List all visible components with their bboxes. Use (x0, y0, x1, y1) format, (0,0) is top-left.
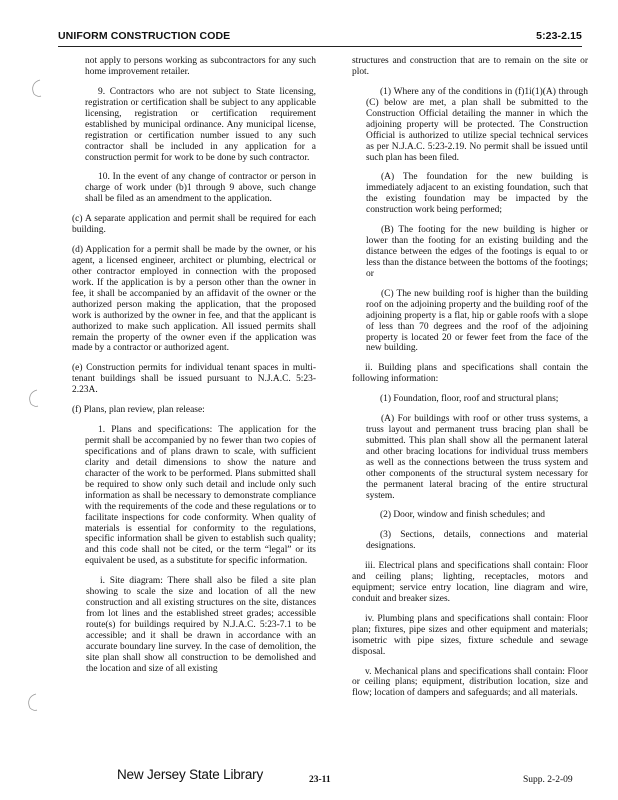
paragraph-f1i1b-footing: (B) The footing for the new building is higher or lower than the footing for an existing building and the distance between the edges of the footings is equal to or less than the distance between the bottoms of the footings; or (366, 225, 588, 279)
paragraph-f1ii1-foundation-plans: (1) Foundation, floor, roof and structural plans; (380, 394, 559, 405)
header-section-number: 5:23-2.15 (536, 30, 582, 42)
punch-hole-mark (28, 78, 44, 98)
paragraph-f1i1c-roof: (C) The new building roof is higher than the building roof on the adjoining property and the building roof of the adjoining property is a flat, hip or gable roofs with a slope of less than 70 degrees and the roof of the adjoining property is located 20 or fewer feet from the face of the new building. (366, 288, 588, 354)
paragraph-f1i1-adjoining-property: (1) Where any of the conditions in (f)1i(1)(A) through (C) below are met, a plan shall be submitted to the Construction Official detailing the manner in which the adjoining property will be protected. The Construction Official is authorized to utilize special technical services as per N.J.A.C. 5:23-2.19. No permit shall be issued until such plan has been filed. (366, 86, 588, 163)
paragraph-d-application: (d) Application for a permit shall be made by the owner, or his agent, a licensed engineer, architect or plumbing, electrical or other contractor employed in connection with the proposed work. If the application is by a person other than the owner in fee, it shall be accompanied by an affidavit of the owner or the authorized person making the application, that the proposed work is authorized by the owner in fee, and that the applicant is authorized to make such application. All issued permits shall remain the property of the owner even if the application was made by a contractor or authorized agent. (72, 244, 316, 354)
header-rule (58, 46, 582, 47)
paragraph-f1ii3-sections: (3) Sections, details, connections and material designations. (366, 530, 588, 552)
paragraph-f-plans-heading: (f) Plans, plan review, plan release: (72, 405, 205, 416)
paragraph-b10-change-of-contractor: 10. In the event of any change of contractor or person in charge of work under (b)1 through 9 above, such change shall be filed as an amendment to the application. (85, 172, 316, 205)
page-number: 23-11 (309, 775, 331, 785)
punch-hole-mark (24, 692, 40, 712)
paragraph-continuation-right: structures and construction that are to remain on the site or plot. (352, 56, 588, 77)
right-text-column (352, 56, 588, 708)
running-header (58, 28, 582, 44)
supplement-date: Supp. 2-2-09 (523, 775, 573, 785)
paragraph-f1i-site-diagram: i. Site diagram: There shall also be filed a site plan showing to scale the size and location of all the new construction and all existing structures on the site, distances from lot lines and the established street grades; accessible route(s) for buildings required by N.J.A.C. 5:23-7.1 to be accessible; and it shall be drawn in accordance with an accurate boundary line survey. In the case of demolition, the site plan shall show all construction to be demolished and the location and size of all existing (86, 576, 316, 674)
paragraph-f1ii-building-plans: ii. Building plans and specifications shall contain the following information: (352, 363, 588, 385)
paragraph-f1iii-electrical: iii. Electrical plans and specifications shall contain: Floor and ceiling plans; lighting, receptacles, motors and equipment; service entry location, line diagram and wire, conduit and breaker sizes. (352, 561, 588, 604)
paragraph-e-tenant-permits: (e) Construction permits for individual tenant spaces in multi-tenant buildings shall be issued pursuant to N.J.A.C. 5:23-2.23A. (72, 363, 316, 396)
paragraph-c-separate-application: (c) A separate application and permit shall be required for each building. (72, 214, 316, 236)
paragraph-f1i1a-foundation: (A) The foundation for the new building is immediately adjacent to an existing foundation, such that the existing foundation may be impacted by the construction work being performed; (366, 172, 588, 216)
paragraph-f1-plans-specifications: 1. Plans and specifications: The application for the permit shall be accompanied by no fewer than two copies of specifications and of plans drawn to scale, with sufficient clarity and detail dimensions to show the nature and character of the work to be performed. Plans submitted shall be required to show only such detail and include only such information as shall be necessary to demonstrate compliance with the requirements of the code and these regulations or to facilitate inspections for code conformity. When quality of materials is essential for conformity to the regulations, specific information shall be given to establish such quality; and this code shall not be cited, or the term “legal” or its equivalent be used, as a substitute for specific information. (85, 424, 316, 567)
header-title: UNIFORM CONSTRUCTION CODE (58, 30, 231, 42)
paragraph-f1ii2-schedules: (2) Door, window and finish schedules; and (380, 510, 546, 521)
paragraph-b9-contractors: 9. Contractors who are not subject to State licensing, registration or certification shall be subject to any applicable licensing, registration or certification requirement established by municipal ordinance. Any municipal license, registration or certification number issued to any such contractor shall be included in any application for a construction permit for work to be done by such contractor. (85, 86, 316, 163)
punch-hole-mark (25, 388, 41, 408)
library-stamp: New Jersey State Library (117, 767, 264, 782)
paragraph-continuation: not apply to persons working as subcontractors for any such home improvement retailer. (85, 56, 316, 77)
paragraph-f1v-mechanical: v. Mechanical plans and specifications shall contain: Floor or ceiling plans; equipment, distribution location, size and flow; location of dampers and safeguards; and all materials. (352, 666, 588, 699)
paragraph-f1iv-plumbing: iv. Plumbing plans and specifications shall contain: Floor plan; fixtures, pipe sizes and other equipment and materials; isometric with pipe sizes, fixture schedule and sewage disposal. (352, 613, 588, 657)
left-text-column (72, 56, 316, 684)
paragraph-f1ii1a-truss: (A) For buildings with roof or other truss systems, a truss layout and permanent truss bracing plan shall be submitted. This plan shall show all the permanent lateral and other bracing locations for individual truss members as well as the connections between the truss system and other components of the structural system necessary for the permanent lateral bracing of the entire structural system. (366, 413, 588, 501)
